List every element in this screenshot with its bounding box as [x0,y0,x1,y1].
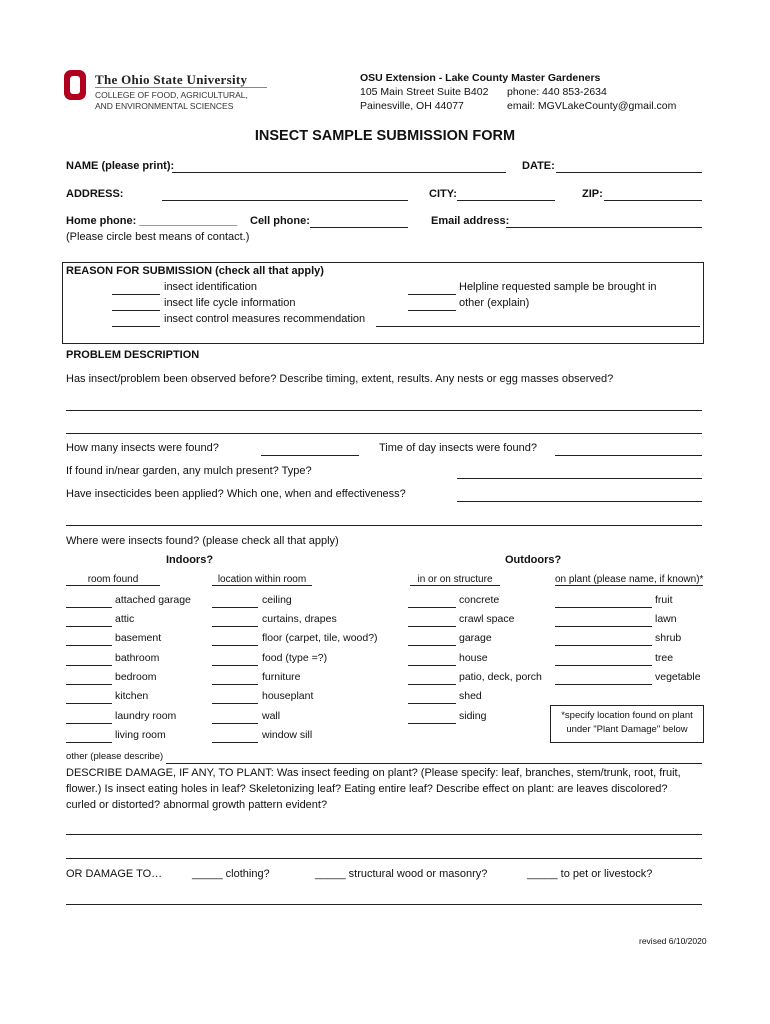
observed-answer-line-2[interactable] [66,421,702,434]
other-describe-field[interactable] [166,751,702,764]
within-ceiling: ceiling [262,594,292,606]
within-check-curtains[interactable] [212,614,258,627]
within-food: food (type =?) [262,652,328,664]
contact-circle-note: (Please circle best means of contact.) [66,231,250,243]
room-living-room: living room [115,729,166,741]
room-check-garage[interactable] [66,595,112,608]
structure-house: house [459,652,488,664]
plant-vegetable: vegetable [655,671,701,683]
reason-heading: REASON FOR SUBMISSION (check all that apply) [66,265,324,277]
within-check-wall[interactable] [212,711,258,724]
plant-tree: tree [655,652,674,664]
plant-shrub: shrub [655,632,682,644]
reason-check-control[interactable] [112,314,160,327]
q-insecticides: Have insecticides been applied? Which one, when and effectiveness? [66,488,406,500]
structure-shed: shed [459,690,482,702]
insecticides-field[interactable] [457,489,702,502]
reason-check-other[interactable] [408,298,456,311]
reason-item-life-cycle: insect life cycle information [164,297,296,309]
within-window-sill: window sill [262,729,313,741]
address-label: ADDRESS: [66,188,124,200]
time-of-day-field[interactable] [555,443,702,456]
within-check-houseplant[interactable] [212,691,258,704]
plant-field-fruit[interactable] [555,595,652,608]
reason-other-explain-field[interactable] [376,314,700,327]
room-check-basement[interactable] [66,633,112,646]
reason-check-helpline[interactable] [408,282,456,295]
col-header-structure: in or on structure [410,574,500,586]
room-check-attic[interactable] [66,614,112,627]
room-attic: attic [115,613,135,625]
home-phone-text: Home phone: ________________ [66,215,238,227]
room-check-living[interactable] [66,730,112,743]
damage-text-1: DESCRIBE DAMAGE, IF ANY, TO PLANT: Was insect feeding on plant? (Please specify: leaf, branches, stem/trunk, root, fruit, [66,767,681,779]
how-many-field[interactable] [261,443,359,456]
within-check-window-sill[interactable] [212,730,258,743]
indoors-heading: Indoors? [166,554,214,566]
zip-label: ZIP: [582,188,603,200]
structure-check-house[interactable] [408,653,456,666]
name-field[interactable] [172,160,506,173]
within-houseplant: houseplant [262,690,314,702]
structure-check-crawl-space[interactable] [408,614,456,627]
insecticides-answer-line[interactable] [66,513,702,526]
date-label: DATE: [522,160,555,172]
structure-garage: garage [459,632,492,644]
plant-field-vegetable[interactable] [555,672,652,685]
within-check-food[interactable] [212,653,258,666]
damage-answer-line-1[interactable] [66,822,702,835]
structure-patio: patio, deck, porch [459,671,542,683]
org-address-2: Painesville, OH 44077 [360,100,464,112]
revised-date: revised 6/10/2020 [639,936,707,946]
plant-note-line-2: under "Plant Damage" below [566,724,688,735]
room-bathroom: bathroom [115,652,160,664]
other-describe-label: other (please describe) [66,751,164,762]
zip-field[interactable] [604,188,702,201]
mulch-field[interactable] [457,466,702,479]
plant-field-lawn[interactable] [555,614,652,627]
q-where: Where were insects found? (please check all that apply) [66,535,339,547]
col-header-within-room: location within room [212,574,312,586]
structure-concrete: concrete [459,594,500,606]
address-field[interactable] [162,188,408,201]
form-title: INSECT SAMPLE SUBMISSION FORM [254,128,516,144]
observed-answer-line-1[interactable] [66,398,702,411]
q-time-of-day: Time of day insects were found? [379,442,537,454]
org-name: OSU Extension - Lake County Master Gardeners [360,72,601,84]
osu-block-o-logo [64,70,86,100]
reason-check-life-cycle[interactable] [112,298,160,311]
city-field[interactable] [457,188,555,201]
reason-check-identification[interactable] [112,282,160,295]
email-label: Email address: [431,215,510,227]
plant-fruit: fruit [655,594,673,606]
within-floor: floor (carpet, tile, wood?) [262,632,378,644]
reason-item-identification: insect identification [164,281,257,293]
structure-check-patio[interactable] [408,672,456,685]
reason-item-other: other (explain) [459,297,530,309]
col-header-plant: on plant (please name, if known)* [555,574,704,585]
plant-field-shrub[interactable] [555,633,652,646]
room-check-laundry[interactable] [66,711,112,724]
name-label: NAME (please print): [66,160,175,172]
room-check-bathroom[interactable] [66,653,112,666]
room-check-kitchen[interactable] [66,691,112,704]
within-check-furniture[interactable] [212,672,258,685]
org-phone: phone: 440 853-2634 [507,86,607,98]
structure-check-siding[interactable] [408,711,456,724]
damage-answer-line-2[interactable] [66,846,702,859]
within-wall: wall [262,710,281,722]
email-field[interactable] [506,215,702,228]
reason-item-control: insect control measures recommendation [164,313,366,325]
plant-lawn: lawn [655,613,677,625]
structure-check-garage[interactable] [408,633,456,646]
damage-to-answer-line[interactable] [66,892,702,905]
q-how-many: How many insects were found? [66,442,219,454]
org-email: email: MGVLakeCounty@gmail.com [507,100,677,112]
plant-note-line-1: *specify location found on plant [561,710,693,721]
logo-divider [95,87,267,88]
reason-item-helpline: Helpline requested sample be brought in [459,281,657,293]
room-kitchen: kitchen [115,690,149,702]
city-label: CITY: [429,188,457,200]
structure-siding: siding [459,710,487,722]
problem-heading: PROBLEM DESCRIPTION [66,349,200,361]
or-damage-label: OR DAMAGE TO… [66,868,163,880]
room-attached-garage: attached garage [115,594,191,606]
college-name [95,90,248,112]
damage-clothing[interactable]: _____ clothing? [192,868,270,880]
structure-crawl-space: crawl space [459,613,515,625]
damage-text-3: curled or distorted? abnormal growth pattern evident? [66,799,328,811]
university-name: The Ohio State University [95,72,248,87]
plant-field-tree[interactable] [555,653,652,666]
room-basement: basement [115,632,162,644]
structure-check-concrete[interactable] [408,595,456,608]
within-curtains: curtains, drapes [262,613,337,625]
cell-phone-label: Cell phone: [250,215,310,227]
within-check-ceiling[interactable] [212,595,258,608]
org-address-1: 105 Main Street Suite B402 [360,86,489,98]
cell-phone-field[interactable] [310,215,408,228]
room-bedroom: bedroom [115,671,157,683]
within-furniture: furniture [262,671,301,683]
date-field[interactable] [556,160,702,173]
q-observed: Has insect/problem been observed before? Describe timing, extent, results. Any nests or egg masses observed? [66,373,614,385]
within-check-floor[interactable] [212,633,258,646]
room-check-bedroom[interactable] [66,672,112,685]
room-laundry-room: laundry room [115,710,177,722]
outdoors-heading: Outdoors? [505,554,562,566]
damage-pet[interactable]: _____ to pet or livestock? [527,868,653,880]
damage-structural[interactable]: _____ structural wood or masonry? [315,868,488,880]
college-line-2: AND ENVIRONMENTAL SCIENCES [95,101,234,111]
damage-text-2: flower.) Is insect eating holes in leaf? Skeletonizing leaf? Eating entire leaf? Describe effect on plant: are leaves discolored? [66,783,668,795]
col-header-room-found: room found [66,574,160,586]
college-line-1: COLLEGE OF FOOD, AGRICULTURAL, [95,90,248,100]
home-phone-label [66,215,237,227]
structure-check-shed[interactable] [408,691,456,704]
q-mulch: If found in/near garden, any mulch present? Type? [66,465,312,477]
